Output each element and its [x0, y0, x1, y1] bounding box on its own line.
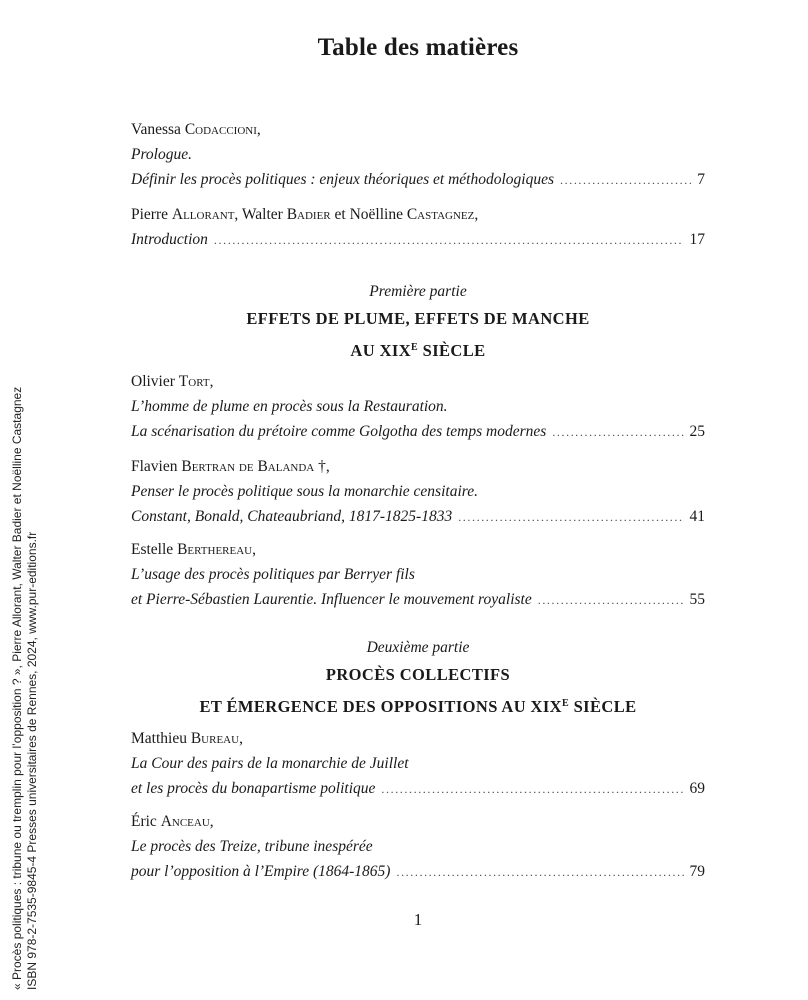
author-surname: Badier — [286, 206, 331, 223]
entry-author — [131, 537, 705, 562]
part-title-line: PROCÈS COLLECTIFS — [325, 665, 511, 684]
entry-last-line — [131, 419, 705, 445]
entry-page-number: 17 — [689, 231, 705, 248]
author-text: Estelle — [131, 541, 178, 558]
dot-leader — [552, 420, 683, 445]
part-heading — [131, 280, 705, 365]
entry-last-line — [131, 587, 705, 613]
entry-page-number: 69 — [689, 780, 705, 797]
entry-title-line: Penser le procès politique sous la monarchie censitaire. — [131, 483, 478, 500]
author-text: Éric — [131, 813, 161, 830]
superscript: E — [562, 698, 570, 709]
entry-title-text: Introduction — [131, 231, 208, 248]
page-number: 1 — [413, 910, 423, 929]
author-surname: Berthereau — [177, 541, 253, 558]
entry-title-line: Le procès des Treize, tribune inespérée — [131, 838, 373, 855]
part-heading — [131, 636, 705, 721]
part-title-text: SIÈCLE — [418, 341, 486, 360]
entry-page-number: 25 — [689, 423, 705, 440]
entry-author — [131, 369, 705, 394]
entry-page-number: 41 — [689, 508, 705, 525]
entry-title-text: La scénarisation du prétoire comme Golgotha des temps modernes — [131, 423, 547, 440]
dot-leader — [560, 168, 691, 193]
author-surname: Codaccioni — [184, 121, 257, 138]
entry-page-number: 55 — [689, 591, 705, 608]
part-title-text: AU XIX — [350, 341, 412, 360]
entry-page-number: 79 — [689, 863, 705, 880]
side-citation — [10, 387, 40, 990]
entry-last-line — [131, 776, 705, 802]
part-label: Deuxième partie — [366, 639, 470, 656]
author-text: , Walter — [234, 206, 287, 223]
page-title: Table des matières — [317, 34, 519, 61]
dot-leader — [214, 228, 684, 253]
entry-title-text: et les procès du bonapartisme politique — [131, 780, 376, 797]
entry-title-line: Prologue. — [131, 146, 192, 163]
dot-leader — [458, 505, 683, 530]
citation-line: « Procès politiques : tribune ou tremplin pour l’opposition ? », Pierre Allorant, Walter Badier et Noëlline Castagnez — [10, 386, 24, 990]
author-text: , — [209, 373, 214, 390]
toc-entry[interactable] — [131, 726, 705, 802]
author-surname: Tort — [178, 373, 210, 390]
author-text: Flavien — [131, 458, 182, 475]
entry-last-line — [131, 504, 705, 530]
entry-title-text: Définir les procès politiques : enjeux théoriques et méthodologiques — [131, 171, 555, 188]
toc-entry[interactable] — [131, 117, 705, 193]
author-text: , — [256, 121, 261, 138]
author-text: , — [209, 813, 214, 830]
author-text: Olivier — [131, 373, 179, 390]
part-title-line — [131, 689, 705, 721]
toc-entry[interactable] — [131, 454, 705, 530]
entry-title-line: La Cour des pairs de la monarchie de Juillet — [131, 755, 409, 772]
toc-entry[interactable] — [131, 369, 705, 445]
part-label: Première partie — [369, 283, 467, 300]
entry-page-number: 7 — [697, 171, 705, 188]
toc-entry[interactable] — [131, 202, 705, 253]
entry-title-line: L’homme de plume en procès sous la Restauration. — [131, 398, 448, 415]
entry-last-line — [131, 227, 705, 253]
entry-title-text: Constant, Bonald, Chateaubriand, 1817-1825-1833 — [131, 508, 453, 525]
citation-line: ISBN 978-2-7535-9845-4 Presses universitaires de Rennes, 2024, www.pur-editions.fr — [25, 531, 39, 990]
part-title-line — [131, 333, 705, 365]
entry-author — [131, 809, 705, 834]
entry-title-text: pour l’opposition à l’Empire (1864-1865) — [131, 863, 391, 880]
author-surname: Bertran de Balanda — [181, 458, 315, 475]
author-text: Vanessa — [131, 121, 185, 138]
entry-last-line — [131, 859, 705, 885]
part-title-text: SIÈCLE — [569, 697, 637, 716]
author-text: †, — [314, 458, 330, 475]
author-surname: Anceau — [160, 813, 210, 830]
author-text: , — [252, 541, 256, 558]
entry-author — [131, 454, 705, 479]
author-text: Pierre — [131, 206, 172, 223]
superscript: E — [411, 342, 419, 353]
author-surname: Bureau — [190, 730, 240, 747]
toc-entry[interactable] — [131, 537, 705, 613]
author-surname: Castagnez — [406, 206, 475, 223]
dot-leader — [538, 588, 684, 613]
entry-author — [131, 202, 705, 227]
entry-last-line — [131, 167, 705, 193]
toc-entry[interactable] — [131, 809, 705, 885]
dot-leader — [396, 860, 683, 885]
author-text: , — [474, 206, 479, 223]
part-title-line: EFFETS DE PLUME, EFFETS DE MANCHE — [246, 309, 590, 328]
author-text: , — [239, 730, 243, 747]
entry-author — [131, 117, 705, 142]
entry-author — [131, 726, 705, 751]
author-text: Matthieu — [131, 730, 191, 747]
entry-title-line: L’usage des procès politiques par Berryer fils — [131, 566, 415, 583]
entry-title-text: et Pierre-Sébastien Laurentie. Influencer le mouvement royaliste — [131, 591, 532, 608]
part-title-text: ET ÉMERGENCE DES OPPOSITIONS AU XIX — [199, 697, 562, 716]
author-surname: Allorant — [171, 206, 235, 223]
dot-leader — [381, 777, 683, 802]
author-text: et Noëlline — [330, 206, 407, 223]
